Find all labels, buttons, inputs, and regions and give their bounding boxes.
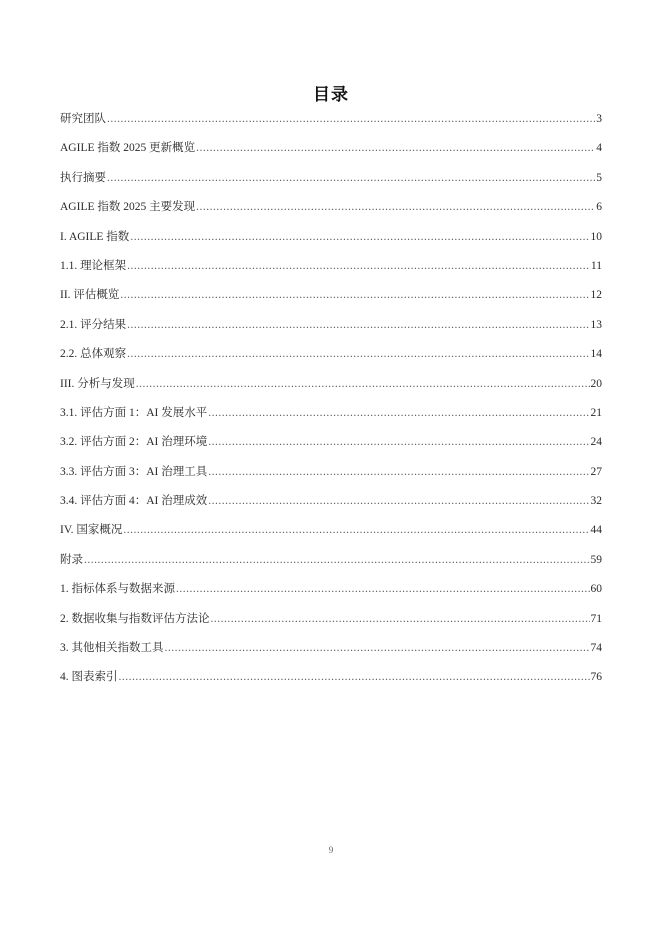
toc-entry-label: 2. 数据收集与指数评估方法论 — [60, 612, 210, 625]
toc-dot-leader — [165, 639, 590, 657]
toc-dot-leader — [208, 463, 589, 481]
toc-entry-label: 3.2. 评估方面 2：AI 治理环境 — [60, 436, 208, 449]
toc-entry-label: AGILE 指数 2025 更新概览 — [60, 142, 196, 155]
toc-entry-label: 研究团队 — [60, 113, 106, 125]
toc-entry-aspect-3[interactable] — [60, 463, 602, 492]
toc-dot-leader — [208, 492, 589, 510]
toc-dot-leader — [208, 404, 589, 422]
toc-entry-page: 76 — [590, 671, 602, 684]
page-number: 9 — [328, 845, 334, 855]
toc-entry-page: 59 — [590, 553, 602, 566]
toc-entry-label: 3. 其他相关指数工具 — [60, 642, 164, 655]
toc-entry-figure-index[interactable] — [60, 668, 602, 697]
toc-entry-agile-index[interactable] — [60, 228, 602, 257]
toc-entry-page: 3 — [596, 113, 602, 125]
toc-entry-page: 60 — [590, 583, 602, 596]
toc-entry-page: 20 — [590, 377, 602, 390]
toc-entry-label: 1. 指标体系与数据来源 — [60, 583, 175, 596]
toc-entry-indicator-system[interactable] — [60, 580, 602, 609]
toc-entry-page: 24 — [590, 436, 602, 449]
toc-entry-label: 4. 图表索引 — [60, 671, 118, 684]
toc-entry-research-team[interactable] — [60, 110, 602, 139]
toc-dot-leader — [84, 551, 590, 569]
toc-entry-label: III. 分析与发现 — [60, 377, 135, 390]
toc-entry-page: 11 — [590, 259, 602, 272]
toc-entry-page: 71 — [590, 612, 602, 625]
toc-dot-leader — [136, 375, 590, 393]
toc-dot-leader — [130, 228, 589, 246]
toc-entry-update-overview[interactable] — [60, 139, 602, 168]
toc-entry-label: I. AGILE 指数 — [60, 230, 130, 243]
toc-entry-scoring-results[interactable] — [60, 316, 602, 345]
toc-dot-leader — [127, 345, 589, 363]
toc-entry-page: 21 — [590, 406, 602, 419]
toc-dot-leader — [211, 610, 590, 628]
toc-entry-aspect-4[interactable] — [60, 492, 602, 521]
toc-entry-label: 3.4. 评估方面 4：AI 治理成效 — [60, 495, 208, 508]
toc-entry-label: 附录 — [60, 553, 83, 566]
toc-entry-label: AGILE 指数 2025 主要发现 — [60, 201, 196, 214]
toc-entry-related-tools[interactable] — [60, 639, 602, 668]
toc-entry-label: IV. 国家概况 — [60, 524, 123, 537]
toc-dot-leader — [208, 433, 589, 451]
toc-entry-analysis-findings[interactable] — [60, 375, 602, 404]
toc-entry-general-observations[interactable] — [60, 345, 602, 374]
toc-entry-label: 3.3. 评估方面 3：AI 治理工具 — [60, 465, 208, 478]
toc-entry-appendix[interactable] — [60, 551, 602, 580]
toc-entry-executive-summary[interactable] — [60, 169, 602, 198]
toc-title: 目录 — [313, 85, 349, 105]
toc-entry-page: 12 — [590, 289, 602, 302]
toc-dot-leader — [120, 286, 589, 304]
toc-dot-leader — [176, 580, 590, 598]
toc-dot-leader — [123, 521, 589, 539]
toc-entry-label: 1.1. 理论框架 — [60, 259, 127, 272]
toc-entry-page: 44 — [590, 524, 602, 537]
toc-entry-label: 2.2. 总体观察 — [60, 348, 127, 361]
toc-entry-theoretical-framework[interactable] — [60, 257, 602, 286]
toc-entry-page: 32 — [590, 495, 602, 508]
toc-entry-page: 27 — [590, 465, 602, 478]
toc-dot-leader — [196, 139, 595, 157]
toc-entry-aspect-2[interactable] — [60, 433, 602, 462]
toc-entry-label: 2.1. 评分结果 — [60, 318, 127, 331]
toc-entry-page: 6 — [596, 201, 602, 214]
toc-entry-label: 执行摘要 — [60, 171, 106, 184]
toc-entry-aspect-1[interactable] — [60, 404, 602, 433]
toc-dot-leader — [107, 169, 595, 187]
toc-dot-leader — [196, 198, 595, 216]
toc-entry-label: II. 评估概览 — [60, 289, 120, 302]
toc-entry-methodology[interactable] — [60, 610, 602, 639]
toc-entry-page: 74 — [590, 642, 602, 655]
toc-entry-page: 4 — [596, 142, 602, 155]
toc-dot-leader — [107, 110, 595, 128]
toc-entry-page: 14 — [590, 348, 602, 361]
toc-dot-leader — [127, 257, 590, 275]
toc-entry-label: 3.1. 评估方面 1：AI 发展水平 — [60, 406, 208, 419]
toc-dot-leader — [119, 668, 590, 686]
toc-entry-page: 10 — [590, 230, 602, 243]
toc-entry-page: 13 — [590, 318, 602, 331]
toc-dot-leader — [127, 316, 589, 334]
toc-entry-country-profiles[interactable] — [60, 521, 602, 550]
table-of-contents — [60, 110, 602, 698]
toc-entry-key-findings[interactable] — [60, 198, 602, 227]
toc-entry-page: 5 — [596, 171, 602, 184]
toc-entry-assessment-overview[interactable] — [60, 286, 602, 315]
